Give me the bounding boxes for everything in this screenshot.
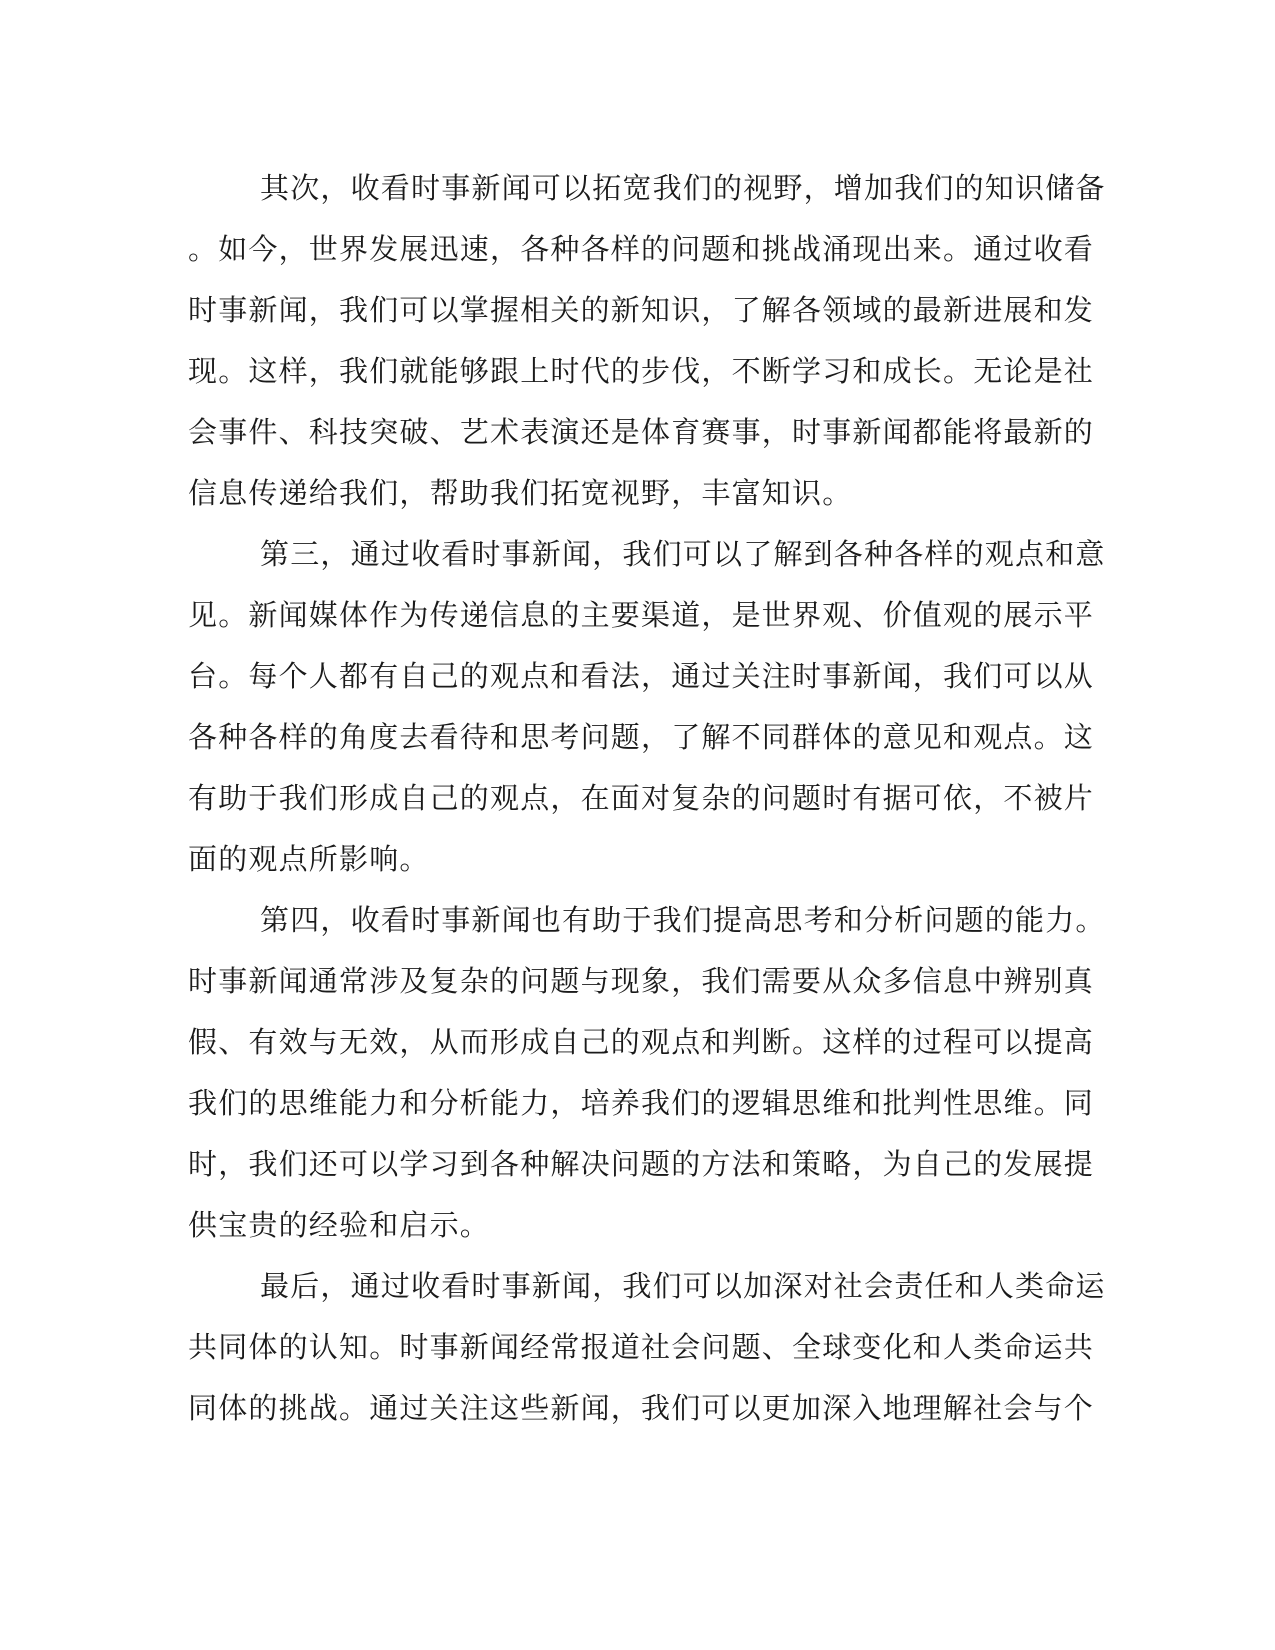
paragraph-line: 共同体的认知。时事新闻经常报道社会问题、全球变化和人类命运共 <box>188 1330 1095 1364</box>
paragraph-5 <box>188 1256 1106 1439</box>
paragraph-line: 其次，收看时事新闻可以拓宽我们的视野，增加我们的知识储备 <box>260 171 1106 205</box>
paragraph-line: 各种各样的角度去看待和思考问题，了解不同群体的意见和观点。这 <box>188 720 1095 754</box>
paragraph-line: 现。这样，我们就能够跟上时代的步伐，不断学习和成长。无论是社 <box>188 354 1095 388</box>
paragraph-line: 我们的思维能力和分析能力，培养我们的逻辑思维和批判性思维。同 <box>188 1086 1095 1120</box>
paragraph-line: 台。每个人都有自己的观点和看法，通过关注时事新闻，我们可以从 <box>188 659 1095 693</box>
paragraph-4 <box>188 890 1106 1256</box>
paragraph-line: 会事件、科技突破、艺术表演还是体育赛事，时事新闻都能将最新的 <box>188 415 1095 449</box>
paragraph-line: 最后，通过收看时事新闻，我们可以加深对社会责任和人类命运 <box>260 1269 1106 1303</box>
document-body <box>188 158 1106 1439</box>
paragraph-line: 时事新闻通常涉及复杂的问题与现象，我们需要从众多信息中辨别真 <box>188 964 1095 998</box>
paragraph-line: 见。新闻媒体作为传递信息的主要渠道，是世界观、价值观的展示平 <box>188 598 1095 632</box>
paragraph-2 <box>188 158 1106 524</box>
paragraph-line: 时，我们还可以学习到各种解决问题的方法和策略，为自己的发展提 <box>188 1147 1095 1181</box>
paragraph-line: 时事新闻，我们可以掌握相关的新知识，了解各领域的最新进展和发 <box>188 293 1095 327</box>
paragraph-line: 面的观点所影响。 <box>188 842 430 876</box>
paragraph-line: 假、有效与无效，从而形成自己的观点和判断。这样的过程可以提高 <box>188 1025 1095 1059</box>
paragraph-line: 。如今，世界发展迅速，各种各样的问题和挑战涌现出来。通过收看 <box>188 232 1095 266</box>
paragraph-line: 信息传递给我们，帮助我们拓宽视野，丰富知识。 <box>188 476 853 510</box>
paragraph-3 <box>188 524 1106 890</box>
paragraph-line: 第三，通过收看时事新闻，我们可以了解到各种各样的观点和意 <box>260 537 1106 571</box>
paragraph-line: 有助于我们形成自己的观点，在面对复杂的问题时有据可依，不被片 <box>188 781 1095 815</box>
paragraph-line: 同体的挑战。通过关注这些新闻，我们可以更加深入地理解社会与个 <box>188 1391 1095 1425</box>
paragraph-line: 供宝贵的经验和启示。 <box>188 1208 491 1242</box>
paragraph-line: 第四，收看时事新闻也有助于我们提高思考和分析问题的能力。 <box>260 903 1106 937</box>
